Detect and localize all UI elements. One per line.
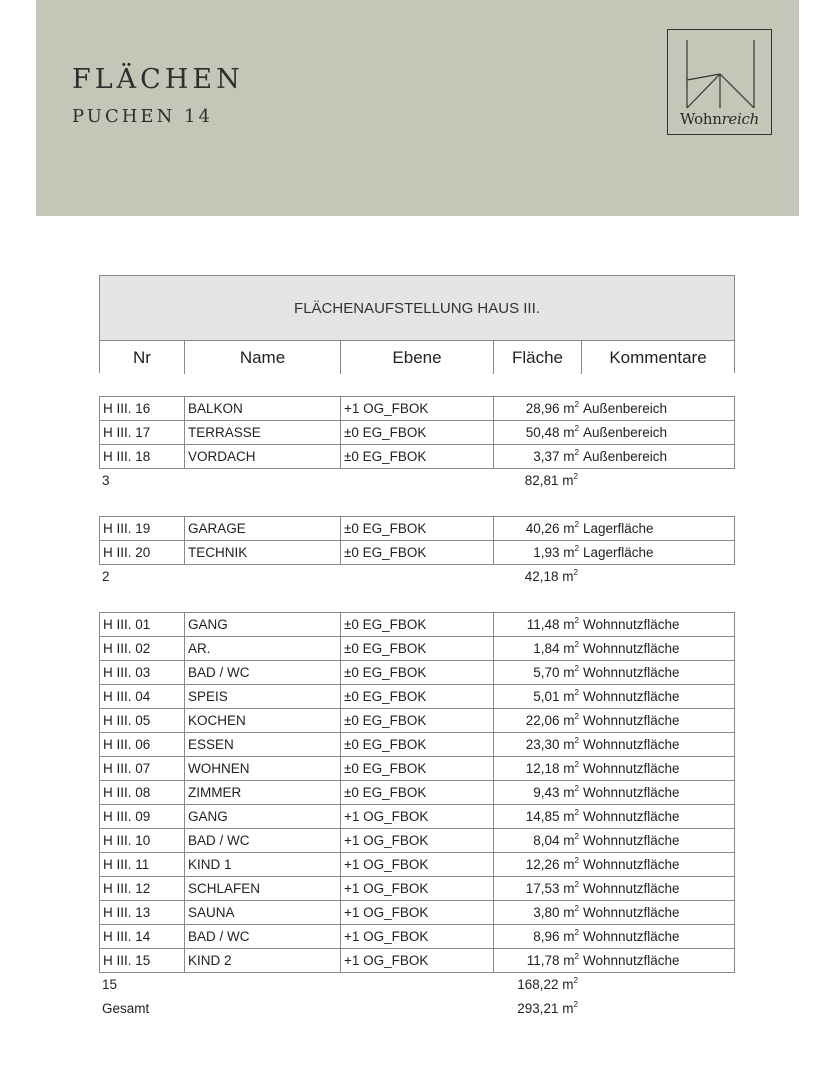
cell-kommentar: Außenbereich: [583, 449, 668, 464]
cell-kommentar: Wohnnutzfläche: [583, 833, 680, 848]
table-row: [100, 685, 734, 709]
cell-kommentar: Wohnnutzfläche: [583, 785, 680, 800]
table-row: [100, 613, 734, 637]
column-header-name: Name: [184, 341, 340, 374]
cell-nr: H III. 09: [103, 809, 151, 824]
cell-ebene: ±0 EG_FBOK: [340, 517, 493, 540]
cell-ebene: +1 OG_FBOK: [340, 853, 493, 876]
column-header-kommentare: Kommentare: [581, 341, 734, 374]
cell-ebene: ±0 EG_FBOK: [340, 757, 493, 780]
cell-ebene: +1 OG_FBOK: [340, 901, 493, 924]
cell-flaeche: 8,96 $m^2$: [493, 925, 581, 948]
cell-flaeche: 28,96 $m^2$: [493, 397, 581, 420]
cell-kommentar: Wohnnutzfläche: [583, 857, 680, 872]
table-row: [100, 637, 734, 661]
cell-nr: H III. 16: [103, 401, 151, 416]
grand-total-label: Gesamt: [102, 1001, 150, 1016]
cell-ebene: ±0 EG_FBOK: [340, 733, 493, 756]
cell-flaeche: 5,70 $m^2$: [493, 661, 581, 684]
cell-nr: H III. 01: [103, 617, 151, 632]
column-header-nr: Nr: [133, 348, 151, 367]
cell-ebene: ±0 EG_FBOK: [340, 421, 493, 444]
cell-ebene: ±0 EG_FBOK: [340, 709, 493, 732]
cell-name: KOCHEN: [184, 709, 340, 732]
cell-name: TERRASSE: [184, 421, 340, 444]
table-row: [100, 853, 734, 877]
page-title: FLÄCHEN: [72, 64, 244, 95]
table-row: [100, 901, 734, 925]
cell-kommentar: Außenbereich: [583, 425, 668, 440]
cell-name: BALKON: [184, 397, 340, 420]
cell-flaeche: 3,37 $m^2$: [493, 445, 581, 468]
cell-flaeche: 5,01 $m^2$: [493, 685, 581, 708]
cell-ebene: +1 OG_FBOK: [340, 925, 493, 948]
cell-flaeche: 9,43 $m^2$: [493, 781, 581, 804]
cell-nr: H III. 07: [103, 761, 151, 776]
table-row: [100, 421, 734, 445]
column-header-ebene: Ebene: [340, 341, 493, 374]
cell-nr: H III. 12: [103, 881, 151, 896]
area-group: [99, 516, 735, 565]
cell-flaeche: 14,85 $m^2$: [493, 805, 581, 828]
group-summary-row: [99, 469, 735, 493]
cell-ebene: +1 OG_FBOK: [340, 829, 493, 852]
cell-name: TECHNIK: [184, 541, 340, 564]
cell-flaeche: 17,53 $m^2$: [493, 877, 581, 900]
cell-name: GARAGE: [184, 517, 340, 540]
table-row: [100, 397, 734, 421]
cell-kommentar: Wohnnutzfläche: [583, 761, 680, 776]
cell-kommentar: Lagerfläche: [583, 521, 654, 536]
grand-total-value: 293,21 $m^2$: [517, 1000, 578, 1016]
cell-name: GANG: [184, 613, 340, 636]
cell-name: BAD / WC: [184, 829, 340, 852]
cell-ebene: ±0 EG_FBOK: [340, 445, 493, 468]
table-row: [100, 661, 734, 685]
cell-name: BAD / WC: [184, 661, 340, 684]
cell-name: KIND 1: [184, 853, 340, 876]
group-total: 42,18 $m^2$: [524, 568, 578, 584]
cell-name: KIND 2: [184, 949, 340, 972]
cell-nr: H III. 08: [103, 785, 151, 800]
cell-name: ESSEN: [184, 733, 340, 756]
cell-kommentar: Wohnnutzfläche: [583, 953, 680, 968]
cell-ebene: ±0 EG_FBOK: [340, 637, 493, 660]
cell-nr: H III. 02: [103, 641, 151, 656]
cell-ebene: ±0 EG_FBOK: [340, 613, 493, 636]
table-header: [99, 275, 735, 373]
group-count: 2: [102, 569, 110, 584]
table-row: [100, 757, 734, 781]
cell-name: SCHLAFEN: [184, 877, 340, 900]
group-total: 168,22 $m^2$: [517, 976, 578, 992]
cell-kommentar: Wohnnutzfläche: [583, 617, 680, 632]
cell-kommentar: Wohnnutzfläche: [583, 641, 680, 656]
logo-wordmark: Wohnreich: [680, 110, 759, 128]
cell-kommentar: Wohnnutzfläche: [583, 713, 680, 728]
cell-flaeche: 12,18 $m^2$: [493, 757, 581, 780]
cell-flaeche: 11,48 $m^2$: [493, 613, 581, 636]
group-count: 15: [102, 977, 118, 992]
cell-flaeche: 23,30 $m^2$: [493, 733, 581, 756]
cell-nr: H III. 03: [103, 665, 151, 680]
cell-kommentar: Wohnnutzfläche: [583, 881, 680, 896]
cell-flaeche: 40,26 $m^2$: [493, 517, 581, 540]
table-row: [100, 733, 734, 757]
cell-flaeche: 12,26 $m^2$: [493, 853, 581, 876]
cell-kommentar: Lagerfläche: [583, 545, 654, 560]
cell-nr: H III. 11: [103, 857, 150, 872]
cell-nr: H III. 15: [103, 953, 151, 968]
group-total: 82,81 $m^2$: [524, 472, 578, 488]
cell-flaeche: 1,93 $m^2$: [493, 541, 581, 564]
cell-nr: H III. 18: [103, 449, 151, 464]
cell-flaeche: 1,84 $m^2$: [493, 637, 581, 660]
cell-kommentar: Wohnnutzfläche: [583, 905, 680, 920]
cell-ebene: +1 OG_FBOK: [340, 397, 493, 420]
cell-name: WOHNEN: [184, 757, 340, 780]
cell-name: AR.: [184, 637, 340, 660]
cell-name: SAUNA: [184, 901, 340, 924]
cell-flaeche: 3,80 $m^2$: [493, 901, 581, 924]
group-summary-row: [99, 973, 735, 997]
cell-kommentar: Wohnnutzfläche: [583, 737, 680, 752]
table-title: FLÄCHENAUFSTELLUNG HAUS III.: [294, 300, 540, 317]
cell-nr: H III. 06: [103, 737, 151, 752]
cell-name: GANG: [184, 805, 340, 828]
cell-flaeche: 11,78 $m^2$: [493, 949, 581, 972]
cell-name: VORDACH: [184, 445, 340, 468]
group-summary-row: [99, 565, 735, 589]
column-header-flaeche: Fläche: [493, 341, 581, 374]
group-count: 3: [102, 473, 110, 488]
cell-flaeche: 50,48 $m^2$: [493, 421, 581, 444]
table-row: [100, 541, 734, 565]
cell-nr: H III. 14: [103, 929, 151, 944]
table-row: [100, 781, 734, 805]
cell-nr: H III. 17: [103, 425, 151, 440]
table-row: [100, 949, 734, 973]
cell-flaeche: 8,04 $m^2$: [493, 829, 581, 852]
cell-flaeche: 22,06 $m^2$: [493, 709, 581, 732]
cell-kommentar: Außenbereich: [583, 401, 668, 416]
cell-nr: H III. 20: [103, 545, 151, 560]
table-row: [100, 877, 734, 901]
cell-nr: H III. 19: [103, 521, 151, 536]
cell-ebene: +1 OG_FBOK: [340, 805, 493, 828]
cell-nr: H III. 04: [103, 689, 151, 704]
cell-ebene: +1 OG_FBOK: [340, 877, 493, 900]
cell-nr: H III. 10: [103, 833, 151, 848]
table-row: [100, 517, 734, 541]
table-row: [100, 805, 734, 829]
cell-ebene: ±0 EG_FBOK: [340, 661, 493, 684]
column-header-row: [100, 340, 734, 374]
area-group: [99, 612, 735, 973]
grand-total-row: [99, 997, 735, 1021]
cell-ebene: ±0 EG_FBOK: [340, 781, 493, 804]
header-banner: [36, 0, 799, 216]
cell-ebene: ±0 EG_FBOK: [340, 541, 493, 564]
area-group: [99, 396, 735, 469]
cell-kommentar: Wohnnutzfläche: [583, 665, 680, 680]
page-subtitle: PUCHEN 14: [72, 106, 213, 127]
cell-ebene: ±0 EG_FBOK: [340, 685, 493, 708]
cell-name: ZIMMER: [184, 781, 340, 804]
cell-kommentar: Wohnnutzfläche: [583, 689, 680, 704]
wohnreich-logo: [667, 29, 772, 135]
table-row: [100, 925, 734, 949]
table-row: [100, 709, 734, 733]
cell-kommentar: Wohnnutzfläche: [583, 809, 680, 824]
cell-name: SPEIS: [184, 685, 340, 708]
table-row: [100, 445, 734, 469]
table-row: [100, 829, 734, 853]
cell-nr: H III. 13: [103, 905, 151, 920]
cell-name: BAD / WC: [184, 925, 340, 948]
cell-nr: H III. 05: [103, 713, 151, 728]
cell-kommentar: Wohnnutzfläche: [583, 929, 680, 944]
cell-ebene: +1 OG_FBOK: [340, 949, 493, 972]
